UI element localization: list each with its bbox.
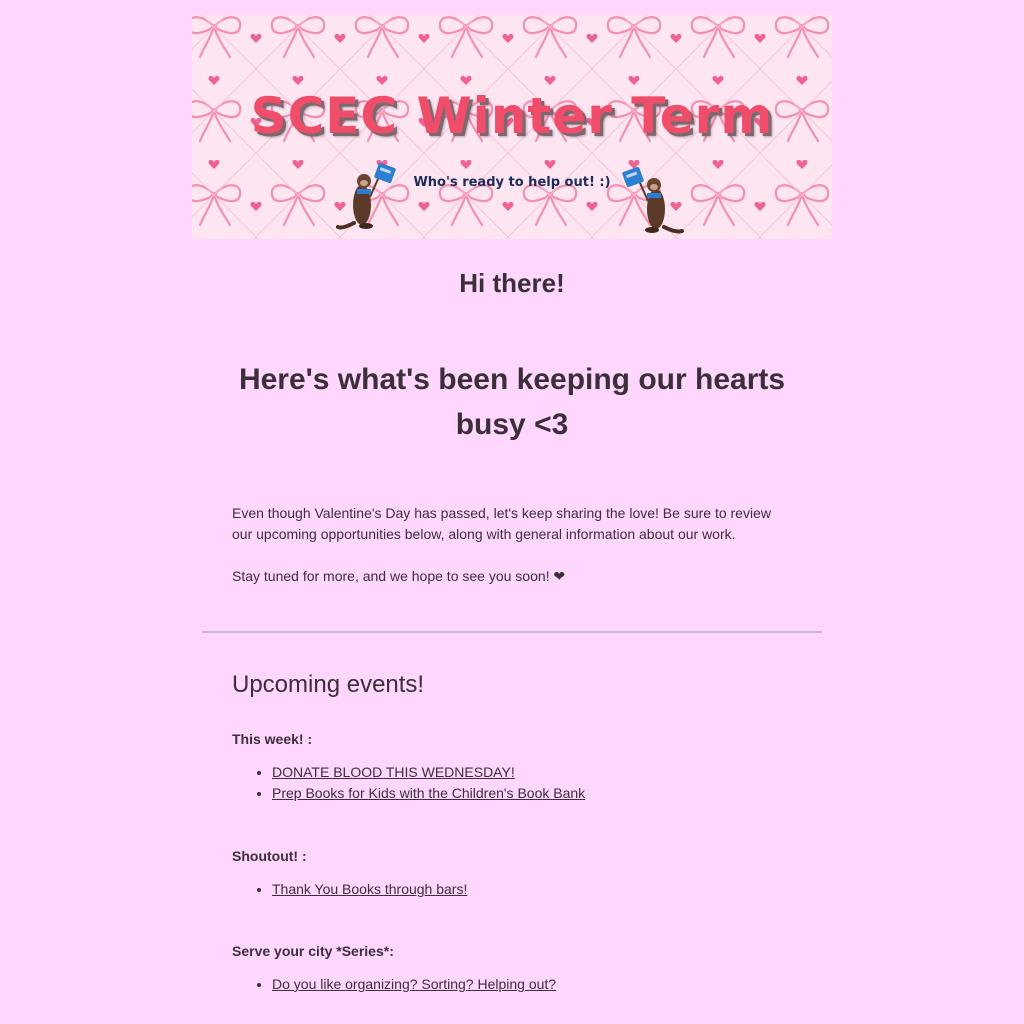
- list-item: [272, 762, 792, 783]
- intro-paragraph: Stay tuned for more, and we hope to see you soon! ❤: [232, 568, 566, 584]
- event-link-donate-blood[interactable]: DONATE BLOOD THIS WEDNESDAY!: [272, 764, 515, 780]
- event-list: [232, 879, 792, 900]
- headline-heading: Here's what's been keeping our hearts busy <3: [238, 363, 786, 441]
- list-item: [272, 879, 792, 900]
- email-container: [192, 15, 832, 995]
- section-divider: [202, 631, 822, 633]
- section-title: Upcoming events!: [232, 671, 425, 698]
- banner-subtitle: Who's ready to help out! :): [413, 175, 611, 190]
- upcoming-events-section: [232, 671, 792, 995]
- group-label-serve-your-city: Serve your city *Series*:: [232, 943, 394, 959]
- event-list: [232, 762, 792, 804]
- list-item: [272, 783, 792, 804]
- list-item: [272, 974, 792, 995]
- greeting-heading: Hi there!: [459, 268, 565, 298]
- group-label-this-week: This week! :: [232, 731, 313, 747]
- banner-title: SCEC Winter Term: [250, 87, 774, 145]
- group-label-shoutout: Shoutout! :: [232, 848, 307, 864]
- event-link-organizing[interactable]: Do you like organizing? Sorting? Helping out?: [272, 976, 557, 992]
- intro-text: [232, 503, 792, 587]
- header-banner: [192, 15, 832, 239]
- intro-paragraph: Even though Valentine's Day has passed, let's keep sharing the love! Be sure to review our upcoming opportunities below, along with general information about our work.: [232, 505, 771, 542]
- otter-with-sign-icon: [620, 167, 684, 237]
- otter-with-sign-icon: [336, 163, 400, 233]
- event-link-book-bank[interactable]: Prep Books for Kids with the Children's Book Bank: [272, 785, 586, 801]
- event-list: [232, 974, 792, 995]
- event-link-thank-you-books[interactable]: Thank You Books through bars!: [272, 881, 468, 897]
